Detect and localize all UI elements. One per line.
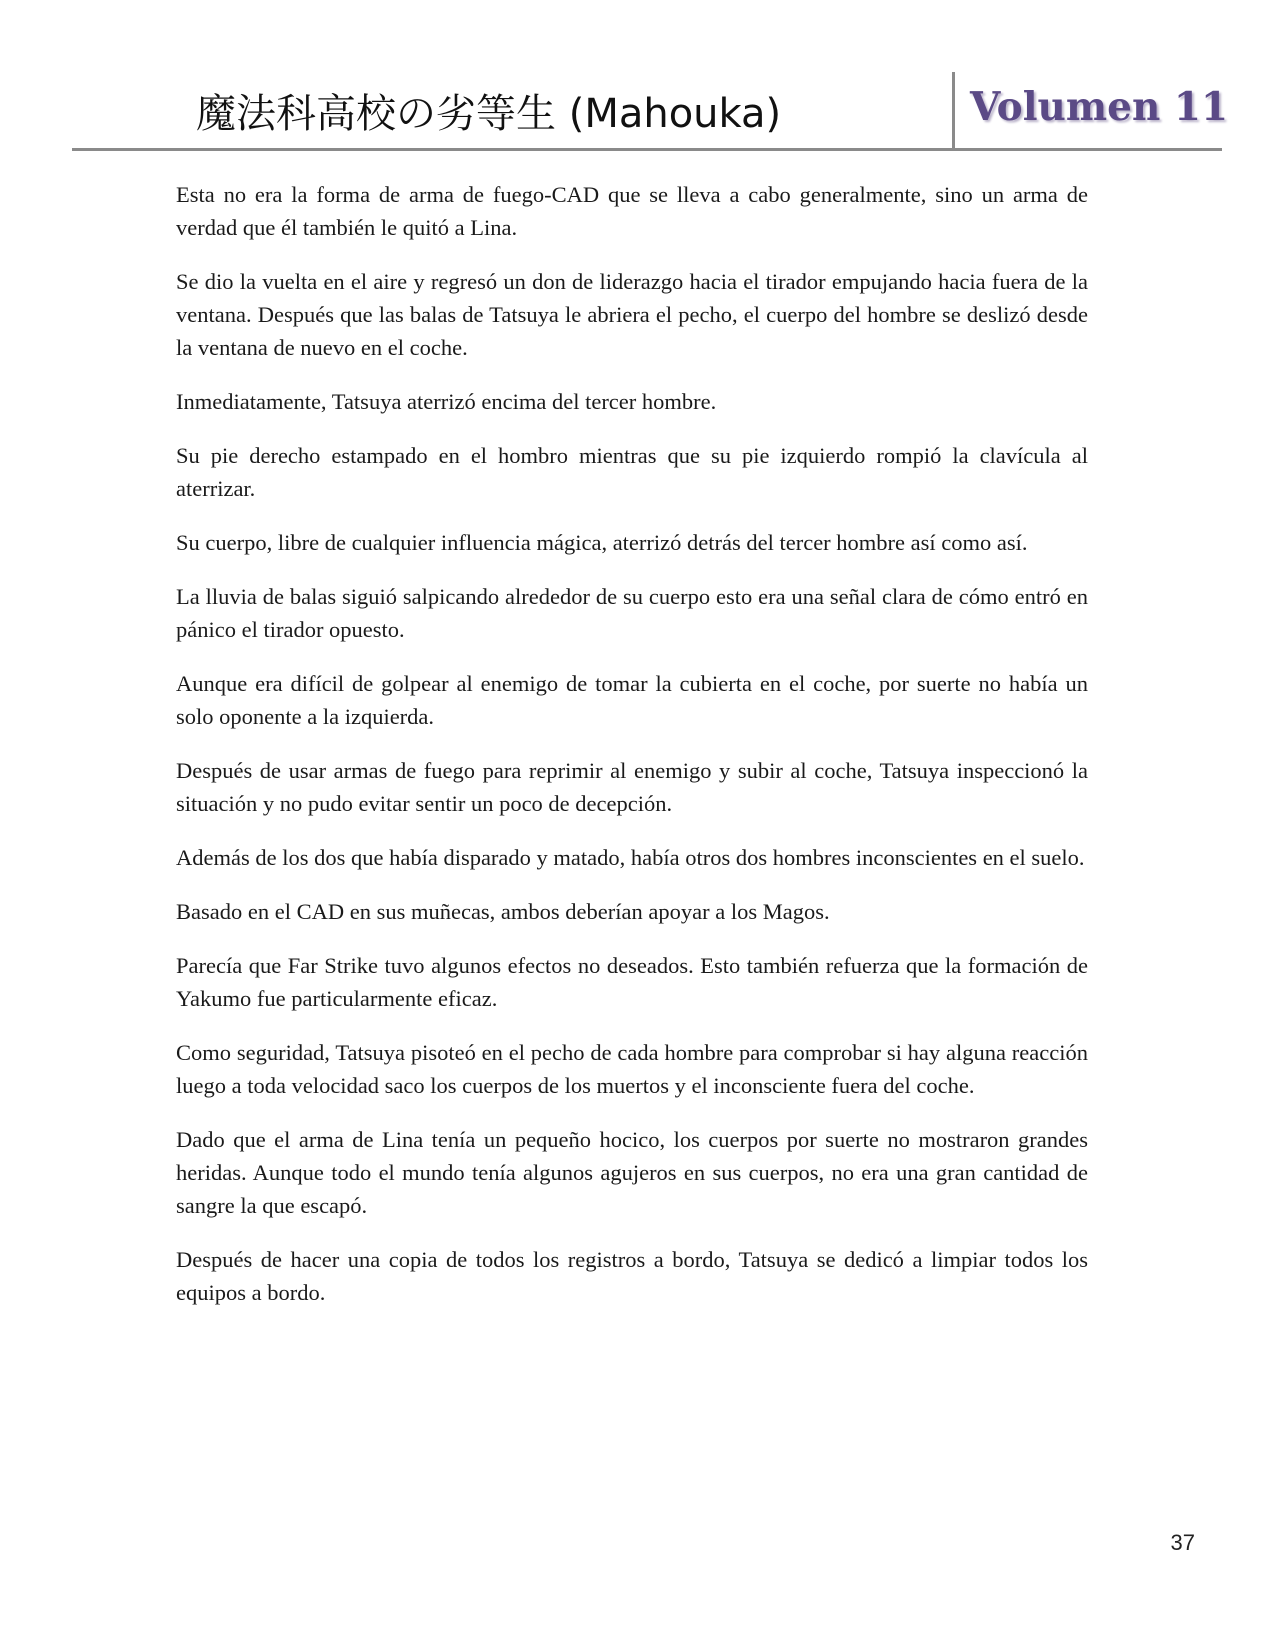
volume-label: Volumen 11	[970, 84, 1229, 130]
header-rule	[72, 148, 1222, 151]
paragraph: Como seguridad, Tatsuya pisoteó en el pecho de cada hombre para comprobar si hay alguna reacción luego a toda velocidad saco los cuerpos de los muertos y el inconsciente fuera del coche.	[176, 1040, 1088, 1098]
book-title: 魔法科高校の劣等生 (Mahouka)	[196, 91, 782, 137]
paragraph: Parecía que Far Strike tuvo algunos efectos no deseados. Esto también refuerza que la formación de Yakumo fue particularmente eficaz.	[176, 953, 1088, 1011]
paragraph: Su pie derecho estampado en el hombro mientras que su pie izquierdo rompió la clavícula al aterrizar.	[176, 443, 1088, 501]
paragraph: La lluvia de balas siguió salpicando alrededor de su cuerpo esto era una señal clara de cómo entró en pánico el tirador opuesto.	[176, 584, 1088, 642]
paragraph: Inmediatamente, Tatsuya aterrizó encima del tercer hombre.	[176, 389, 717, 414]
paragraph: Se dio la vuelta en el aire y regresó un don de liderazgo hacia el tirador empujando hacia fuera de la ventana. Después que las balas de Tatsuya le abriera el pecho, el cuerpo del hombre se deslizó desde la ventana de nuevo en el coche.	[176, 269, 1088, 360]
paragraph: Después de usar armas de fuego para reprimir al enemigo y subir al coche, Tatsuya inspeccionó la situación y no pudo evitar sentir un poco de decepción.	[176, 758, 1088, 816]
page-header	[72, 72, 1229, 152]
paragraph: Dado que el arma de Lina tenía un pequeño hocico, los cuerpos por suerte no mostraron grandes heridas. Aunque todo el mundo tenía algunos agujeros en sus cuerpos, no era una gran cantidad de sangre la que escapó.	[176, 1127, 1088, 1218]
paragraph: Después de hacer una copia de todos los registros a bordo, Tatsuya se dedicó a limpiar todos los equipos a bordo.	[176, 1247, 1088, 1305]
header-divider	[952, 72, 955, 150]
paragraph: Su cuerpo, libre de cualquier influencia mágica, aterrizó detrás del tercer hombre así como así.	[176, 530, 1028, 555]
paragraph: Basado en el CAD en sus muñecas, ambos deberían apoyar a los Magos.	[176, 899, 830, 924]
paragraph: Esta no era la forma de arma de fuego-CAD que se lleva a cabo generalmente, sino un arma de verdad que él también le quitó a Lina.	[176, 182, 1088, 240]
body-text	[176, 178, 1088, 1330]
paragraph: Además de los dos que había disparado y matado, había otros dos hombres inconscientes en el suelo.	[176, 845, 1085, 870]
paragraph: Aunque era difícil de golpear al enemigo de tomar la cubierta en el coche, por suerte no había un solo oponente a la izquierda.	[176, 671, 1088, 729]
page-number: 37	[1170, 1530, 1195, 1555]
